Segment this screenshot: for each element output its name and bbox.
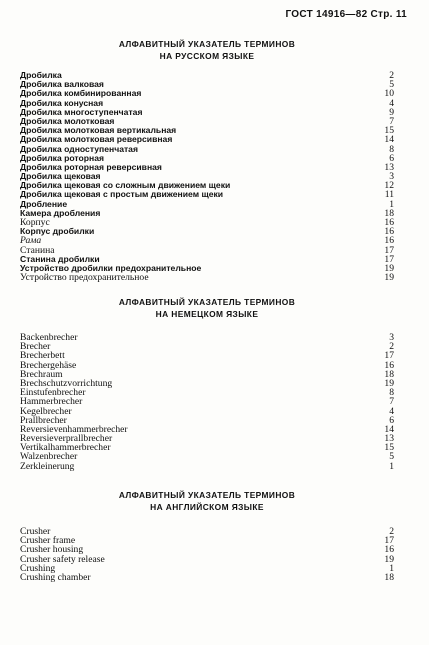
term-text: Дробилка комбинированная <box>20 88 142 99</box>
term-number: 18 <box>384 571 394 583</box>
term-list <box>20 333 394 471</box>
term-number: 8 <box>389 143 394 155</box>
term-number: 1 <box>389 198 394 210</box>
term-number: 17 <box>384 244 394 256</box>
term-number: 16 <box>384 226 394 238</box>
term-text: Дробилка валковая <box>20 79 104 90</box>
term-text: Дробилка щековая <box>20 171 101 182</box>
term-text: Дробилка щековая с простым движением щеки <box>20 189 224 200</box>
term-list <box>20 527 394 582</box>
term-text: Станина <box>20 244 55 256</box>
term-text: Brechschutzvorrichtung <box>20 377 113 389</box>
english-index-section <box>20 489 394 582</box>
term-number: 7 <box>389 115 394 127</box>
term-text: Reversieverprallbrecher <box>20 433 113 445</box>
term-row <box>20 462 394 471</box>
term-number: 4 <box>389 97 394 109</box>
term-text: Walzenbrecher <box>20 451 78 463</box>
term-number: 7 <box>389 396 394 408</box>
term-number: 12 <box>384 180 394 192</box>
term-row <box>20 209 394 218</box>
term-row <box>20 351 394 360</box>
term-text: Crushing <box>20 562 56 574</box>
page-header: ГОСТ 14916—82 Стр. 11 <box>285 9 407 20</box>
term-number: 18 <box>384 207 394 219</box>
term-text: Crusher <box>20 526 51 537</box>
term-text: Zerkleinerung <box>20 460 75 472</box>
term-text: Hammerbrecher <box>20 396 83 408</box>
term-number: 15 <box>384 125 394 137</box>
term-text: Brechraum <box>20 368 63 380</box>
term-text: Kegelbrecher <box>20 405 72 417</box>
term-number: 6 <box>389 414 394 426</box>
term-text: Станина дробилки <box>20 253 100 264</box>
term-number: 19 <box>384 272 394 284</box>
term-text: Дробление <box>20 198 68 209</box>
term-text: Crusher safety release <box>20 553 105 565</box>
term-number: 5 <box>389 451 394 463</box>
term-text: Корпус <box>20 217 50 228</box>
section-title-line-1: АЛФАВИТНЫЙ УКАЗАТЕЛЬ ТЕРМИНОВ <box>118 297 296 307</box>
term-text: Дробилка конусная <box>20 97 104 108</box>
term-text: Brechergehäse <box>20 359 77 371</box>
section-title <box>20 296 394 320</box>
section-title-line-2: НА АНГЛИЙСКОМ ЯЗЫКЕ <box>150 502 264 512</box>
term-text: Корпус дробилки <box>20 226 95 237</box>
term-number: 2 <box>389 526 394 537</box>
section-title <box>20 38 394 62</box>
term-text: Дробилка щековая со сложным движением щеки <box>20 180 231 191</box>
term-text: Устройство дробилки предохранительное <box>20 262 202 273</box>
term-number: 2 <box>389 341 394 353</box>
term-text: Crusher frame <box>20 535 76 547</box>
term-text: Дробилка молотковая реверсивная <box>20 134 173 145</box>
term-number: 4 <box>389 405 394 417</box>
term-number: 3 <box>389 332 394 343</box>
term-number: 14 <box>384 134 394 146</box>
term-row <box>20 333 394 342</box>
section-title-line-1: АЛФАВИТНЫЙ УКАЗАТЕЛЬ ТЕРМИНОВ <box>118 490 296 500</box>
term-text: Дробилка <box>20 70 62 80</box>
term-number: 6 <box>389 152 394 164</box>
term-row <box>20 227 394 236</box>
term-row <box>20 361 394 370</box>
term-number: 16 <box>384 235 394 247</box>
term-number: 19 <box>384 377 394 389</box>
term-text: Дробилка одноступенчатая <box>20 143 138 154</box>
term-number: 10 <box>384 88 394 100</box>
term-number: 17 <box>384 253 394 265</box>
section-title-line-2: НА НЕМЕЦКОМ ЯЗЫКЕ <box>155 309 259 319</box>
term-text: Устройство предохранительное <box>20 272 149 284</box>
term-text: Vertikalhammerbrecher <box>20 442 111 454</box>
term-row <box>20 190 394 199</box>
term-number: 16 <box>384 544 394 556</box>
term-text: Дробилка роторная реверсивная <box>20 161 162 172</box>
term-text: Brecherbett <box>20 350 65 362</box>
german-index-section <box>20 296 394 471</box>
term-number: 16 <box>384 359 394 371</box>
term-number: 1 <box>389 460 394 472</box>
term-text: Brecher <box>20 341 51 353</box>
term-number: 14 <box>384 423 394 435</box>
term-number: 13 <box>384 161 394 173</box>
term-text: Камера дробления <box>20 207 101 218</box>
term-number: 2 <box>389 70 394 81</box>
term-text: Дробилка роторная <box>20 152 105 163</box>
term-text: Prallbrecher <box>20 414 67 426</box>
term-text: Дробилка молотковая вертикальная <box>20 125 177 136</box>
term-row <box>20 527 394 536</box>
term-row <box>20 273 394 282</box>
term-text: Einstufenbrecher <box>20 387 86 399</box>
term-text: Reversievenhammerbrecher <box>20 423 128 435</box>
term-row <box>20 236 394 245</box>
term-row <box>20 573 394 582</box>
term-number: 19 <box>384 553 394 565</box>
term-text: Backenbrecher <box>20 332 78 343</box>
term-number: 17 <box>384 535 394 547</box>
term-number: 19 <box>384 262 394 274</box>
term-number: 11 <box>384 189 394 201</box>
term-number: 8 <box>389 387 394 399</box>
term-text: Crushing chamber <box>20 571 91 583</box>
term-number: 3 <box>389 171 394 183</box>
section-title-line-1: АЛФАВИТНЫЙ УКАЗАТЕЛЬ ТЕРМИНОВ <box>118 39 296 49</box>
section-title-line-2: НА РУССКОМ ЯЗЫКЕ <box>159 51 255 61</box>
term-number: 17 <box>384 350 394 362</box>
russian-index-section <box>20 38 394 282</box>
term-row <box>20 452 394 461</box>
term-row <box>20 555 394 564</box>
term-number: 9 <box>389 106 394 118</box>
term-number: 15 <box>384 442 394 454</box>
term-text: Рама <box>20 235 42 247</box>
term-number: 18 <box>384 368 394 380</box>
term-row <box>20 407 394 416</box>
term-number: 16 <box>384 217 394 228</box>
term-list <box>20 71 394 282</box>
term-number: 1 <box>389 562 394 574</box>
term-number: 5 <box>389 79 394 91</box>
term-text: Crusher housing <box>20 544 84 556</box>
term-text: Дробилка многоступенчатая <box>20 106 143 117</box>
term-text: Дробилка молотковая <box>20 115 115 126</box>
term-row <box>20 342 394 351</box>
term-number: 13 <box>384 433 394 445</box>
term-row <box>20 397 394 406</box>
section-title <box>20 489 394 513</box>
